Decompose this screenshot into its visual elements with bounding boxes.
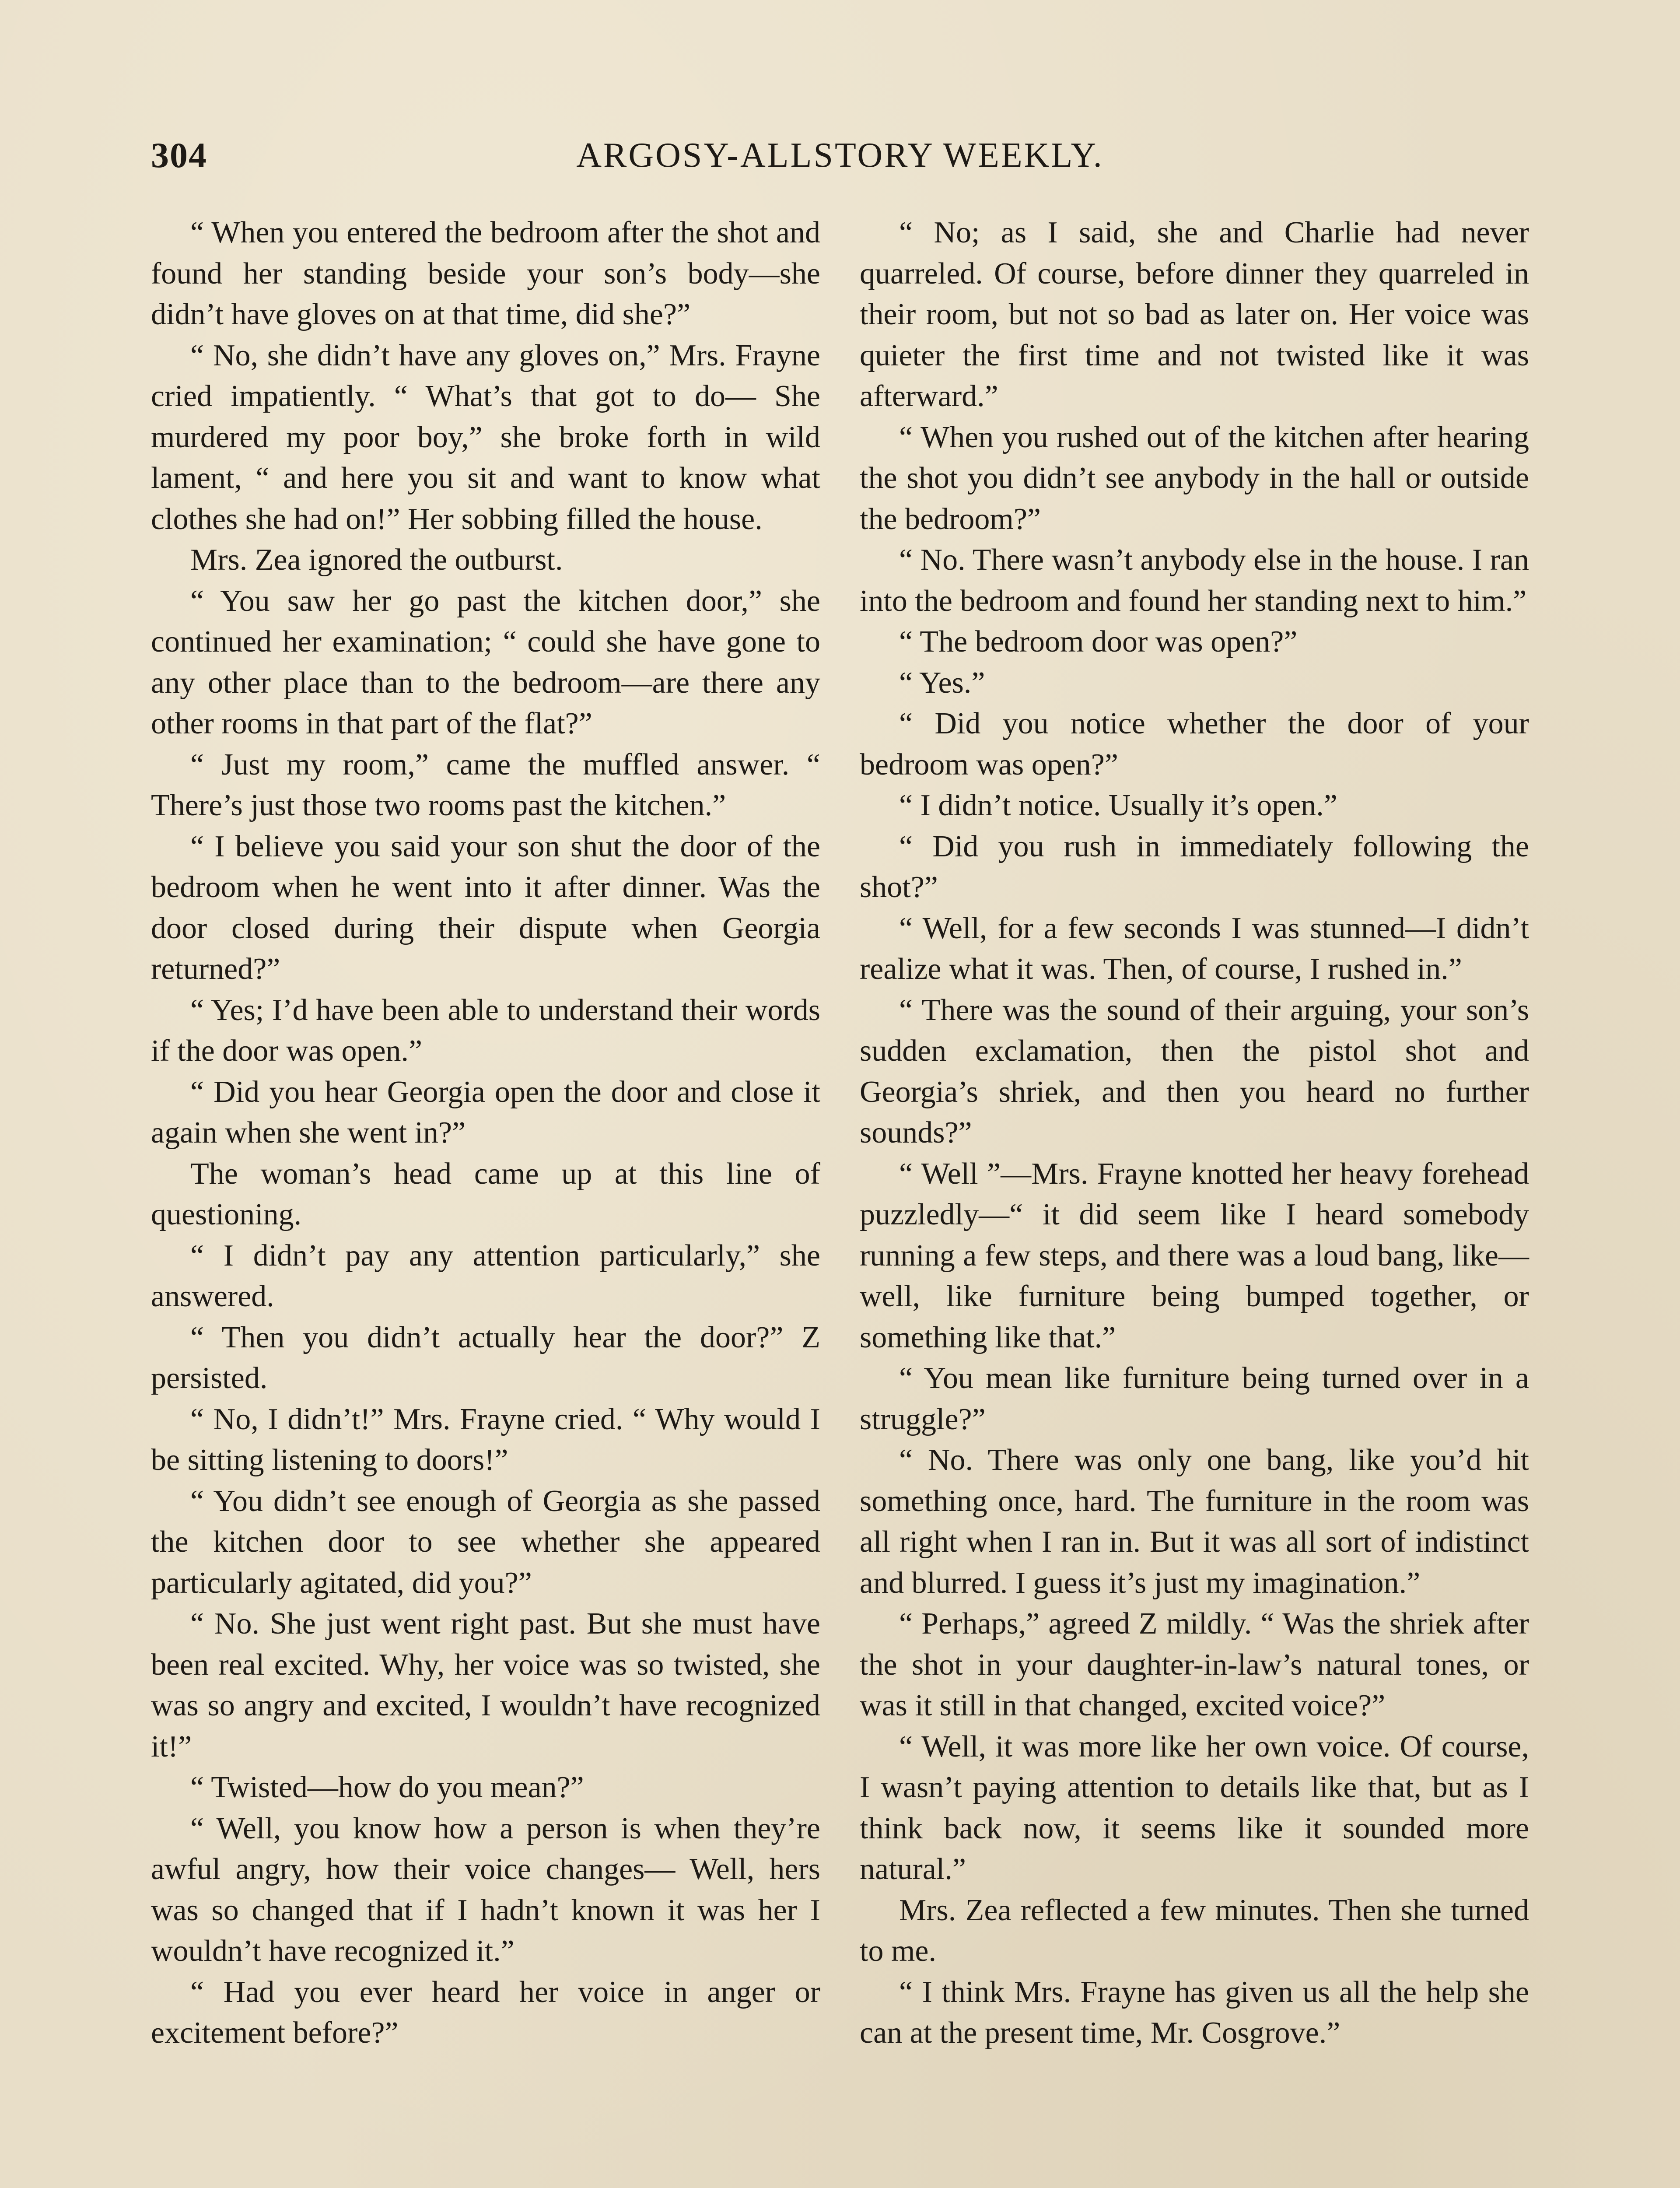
- paragraph: “ Yes; I’d have been able to understand their words if the door was open.”: [151, 993, 820, 1068]
- left-column: [151, 212, 820, 2054]
- paragraph: “ When you entered the bedroom after the shot and found her standing beside your son’s body—she didn’t have gloves on at that time, did she?”: [151, 216, 820, 331]
- paragraph: “ Just my room,” came the muffled answer. “ There’s just those two rooms past the kitchen.”: [151, 747, 820, 822]
- paragraph: “ I didn’t notice. Usually it’s open.”: [899, 789, 1337, 822]
- page-header: [151, 131, 1529, 179]
- paragraph: Mrs. Zea ignored the outburst.: [190, 543, 563, 577]
- paragraph: “ Well, it was more like her own voice. Of course, I wasn’t paying attention to details like that, but as I think back now, it seems like it sounded more natural.”: [860, 1729, 1529, 1886]
- paragraph: “ No, she didn’t have any gloves on,” Mrs. Frayne cried impatiently. “ What’s that got to do— She murdered my poor boy,” she broke forth in wild lament, “ and here you sit and want to know what clothes she had on!” Her sobbing filled the house.: [151, 338, 820, 536]
- paragraph: “ Then you didn’t actually hear the door?” Z persisted.: [151, 1320, 820, 1395]
- paragraph: “ I didn’t pay any attention particularly,” she answered.: [151, 1238, 820, 1313]
- paragraph: “ No, I didn’t!” Mrs. Frayne cried. “ Why would I be sitting listening to doors!”: [151, 1402, 820, 1477]
- paragraph: “ There was the sound of their arguing, your son’s sudden exclamation, then the pistol shot and Georgia’s shriek, and then you heard no further sounds?”: [860, 993, 1529, 1150]
- paragraph: The woman’s head came up at this line of questioning.: [151, 1157, 820, 1231]
- paragraph: “ Well, you know how a person is when they’re awful angry, how their voice changes— Well, hers was so changed that if I hadn’t known it was her I wouldn’t have recognized it.”: [151, 1811, 820, 1968]
- paragraph: “ Did you rush in immediately following the shot?”: [860, 829, 1529, 904]
- paragraph: “ Well ”—Mrs. Frayne knotted her heavy forehead puzzledly—“ it did seem like I heard somebody running a few steps, and there was a loud bang, like—well, like furniture being bumped together, or something like that.”: [860, 1157, 1529, 1354]
- paragraph: “ When you rushed out of the kitchen after hearing the shot you didn’t see anybody in the hall or outside the bedroom?”: [860, 420, 1529, 536]
- paragraph: “ Yes.”: [899, 666, 985, 700]
- paragraph: “ I believe you said your son shut the door of the bedroom when he went into it after dinner. Was the door closed during their dispute when Georgia returned?”: [151, 829, 820, 986]
- paragraph: Mrs. Zea reflected a few minutes. Then she turned to me.: [860, 1893, 1529, 1968]
- paragraph: “ Well, for a few seconds I was stunned—I didn’t realize what it was. Then, of course, I rushed in.”: [860, 911, 1529, 986]
- page-number: 304: [151, 135, 207, 175]
- paragraph: “ You saw her go past the kitchen door,” she continued her examination; “ could she have gone to any other place than to the bedroom—are there any other rooms in that part of the flat?”: [151, 584, 820, 740]
- paragraph: “ No. She just went right past. But she must have been real excited. Why, her voice was so twisted, she was so angry and excited, I wouldn’t have recognized it!”: [151, 1607, 820, 1764]
- paragraph: “ Did you hear Georgia open the door and close it again when she went in?”: [151, 1075, 820, 1150]
- paragraph: “ I think Mrs. Frayne has given us all the help she can at the present time, Mr. Cosgrove.”: [860, 1975, 1529, 2050]
- paragraph: “ You mean like furniture being turned over in a struggle?”: [860, 1361, 1529, 1436]
- paragraph: “ You didn’t see enough of Georgia as she passed the kitchen door to see whether she appeared particularly agitated, did you?”: [151, 1484, 820, 1600]
- paragraph: “ Twisted—how do you mean?”: [190, 1771, 584, 1804]
- paragraph: “ No. There wasn’t anybody else in the house. I ran into the bedroom and found her standing next to him.”: [860, 543, 1529, 618]
- paragraph: “ No; as I said, she and Charlie had never quarreled. Of course, before dinner they quarreled in their room, but not so bad as later on. Her voice was quieter the first time and not twisted like it was afterward.”: [860, 216, 1529, 413]
- paragraph: “ Did you notice whether the door of your bedroom was open?”: [860, 707, 1529, 782]
- right-column: [860, 212, 1529, 2054]
- paragraph: “ No. There was only one bang, like you’d hit something once, hard. The furniture in the room was all right when I ran in. But it was all sort of indistinct and blurred. I guess it’s just my imagination.”: [860, 1443, 1529, 1600]
- paragraph: “ Had you ever heard her voice in anger or excitement before?”: [151, 1975, 820, 2050]
- paragraph: “ The bedroom door was open?”: [899, 625, 1298, 659]
- running-head: ARGOSY-ALLSTORY WEEKLY.: [576, 136, 1104, 175]
- paragraph: “ Perhaps,” agreed Z mildly. “ Was the shriek after the shot in your daughter-in-law’s natural tones, or was it still in that changed, excited voice?”: [860, 1607, 1529, 1722]
